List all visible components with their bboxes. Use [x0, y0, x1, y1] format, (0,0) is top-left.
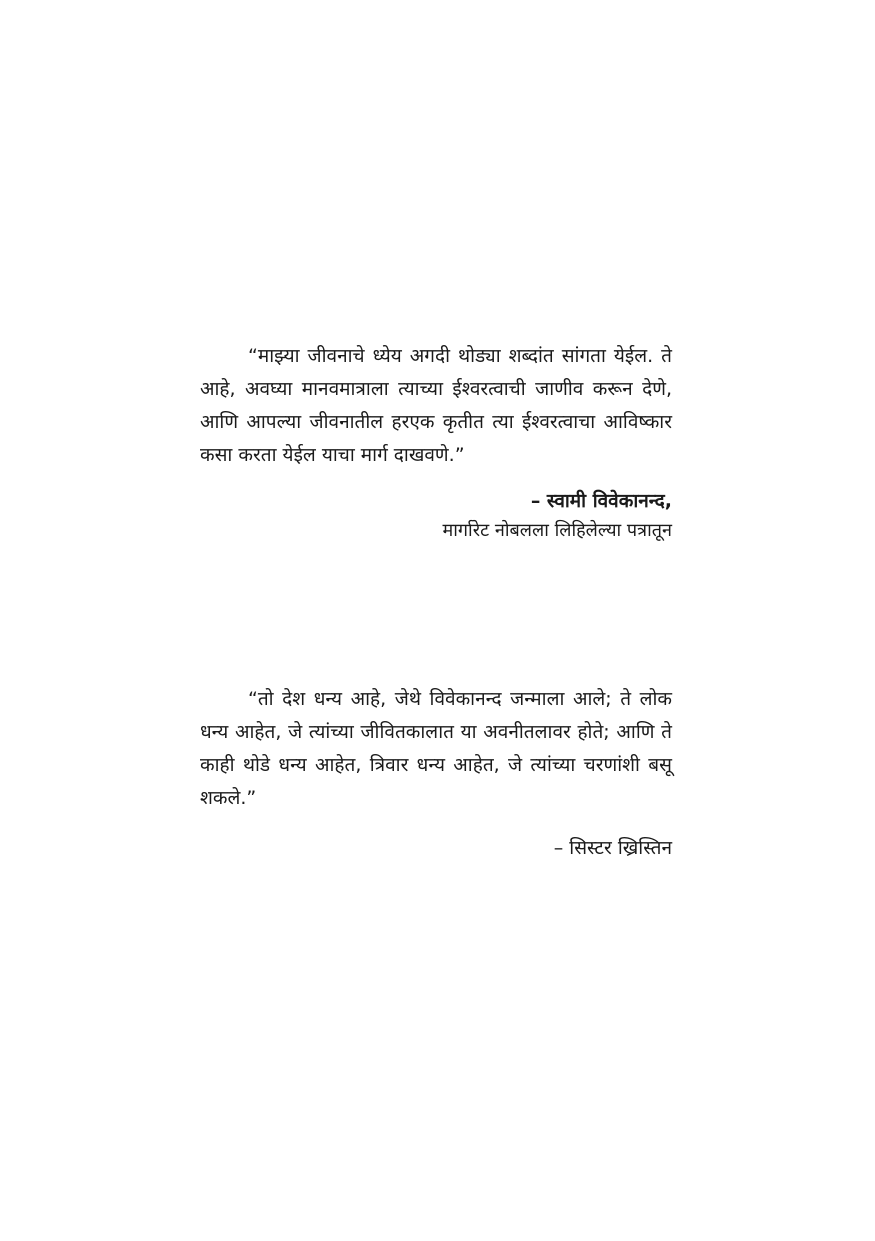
- quote-block-vivekananda: [200, 340, 672, 546]
- quote-author: – सिस्टर ख्रिस्तिन: [553, 837, 672, 859]
- quote-author: – स्वामी विवेकानन्द,: [530, 490, 672, 512]
- quote-source: मार्गारेट नोबलला लिहिलेल्या पत्रातून: [442, 520, 672, 541]
- quote-text: “तो देश धन्य आहे, जेथे विवेकानन्द जन्माला आले; ते लोक धन्य आहेत, जे त्यांच्या जीवितकालात या अवनीतलावर होते; आणि ते काही थोडे धन्य आहेत, त्रिवार धन्य आहेत, जे त्यांच्या चरणांशी बसू शकले.”: [200, 688, 672, 809]
- quote-block-christine: [200, 683, 672, 863]
- quote-text: “माझ्या जीवनाचे ध्येय अगदी थोड्या शब्दांत सांगता येईल. ते आहे, अवघ्या मानवमात्राला त्याच्या ईश्वरत्वाची जाणीव करून देणे, आणि आपल्या जीवनातील हरएक कृतीत त्या ईश्वरत्वाचा आविष्कार कसा करता येईल याचा मार्ग दाखवणे.”: [200, 345, 672, 466]
